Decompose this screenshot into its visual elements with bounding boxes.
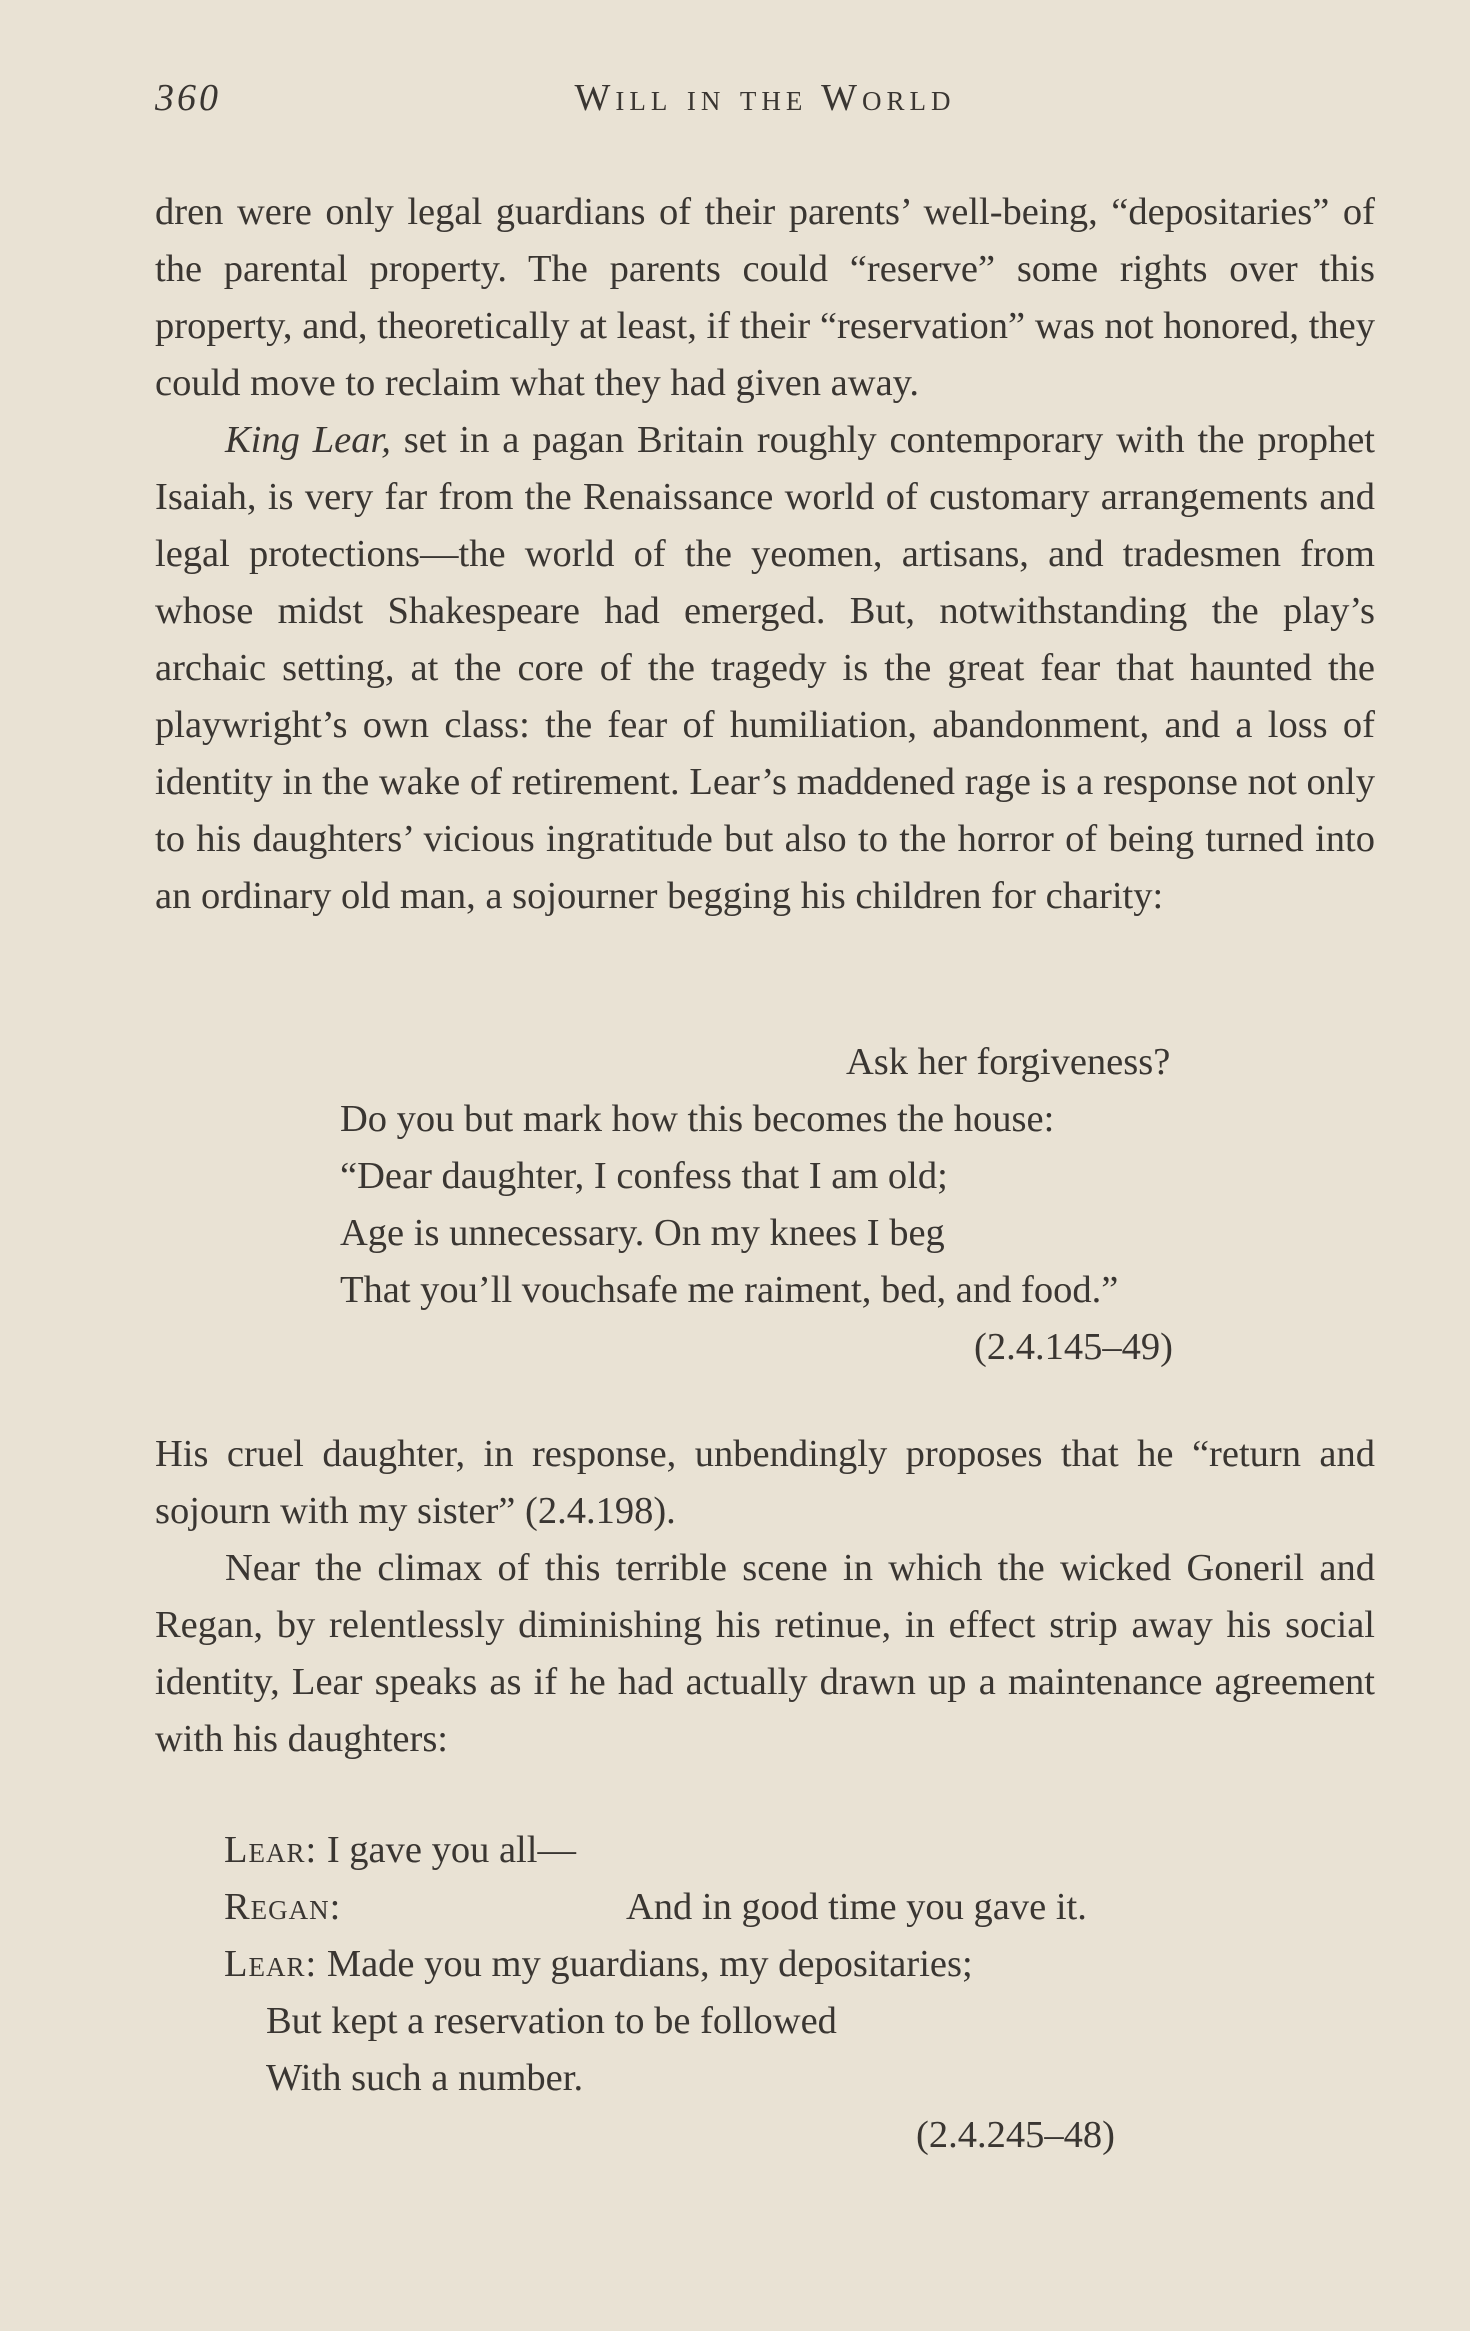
paragraph-text: Near the climax of this terrible scene in which the wicked Goneril and Regan, by relentlessly diminishing his retinue, in effect strip away his social identity, Lear speaks as if he had actually drawn up a maintenance agreement with his daughters:	[155, 1547, 1375, 1760]
verse-line: That you’ll vouchsafe me raiment, bed, and food.”	[340, 1269, 1119, 1311]
verse-line: Age is unnecessary. On my knees I beg	[340, 1212, 945, 1254]
paragraph-text: His cruel daughter, in response, unbendingly proposes that he “return and sojourn with my sister” (2.4.198).	[155, 1433, 1375, 1532]
dialogue-line: With such a number.	[266, 2057, 584, 2099]
paragraph-text: dren were only legal guardians of their parents’ well-being, “depositaries” of the parental property. The parents could “reserve” some rights over this property, and, theoretically at least, if their “reservation” was not honored, they could move to reclaim what they had given away.	[155, 191, 1375, 404]
running-title: Will in the World	[574, 77, 956, 119]
speaker-name: Lear:	[224, 1943, 318, 1985]
body-paragraph-2	[155, 412, 1375, 925]
paragraph-text: set in a pagan Britain roughly contemporary with the prophet Isaiah, is very far from the Renaissance world of customary arrangements and legal protections—the world of the yeomen, artisans, and tradesmen from whose midst Shakespeare had emerged. But, notwithstanding the play’s archaic setting, at the core of the tragedy is the great fear that haunted the playwright’s own class: the fear of humiliation, abandonment, and a loss of identity in the wake of retirement. Lear’s maddened rage is a response not only to his daughters’ vicious ingratitude but also to the horror of being turned into an ordinary old man, a sojourner begging his children for charity:	[155, 419, 1376, 917]
speaker-name: Lear:	[224, 1829, 318, 1871]
citation: (2.4.145–49)	[974, 1326, 1173, 1368]
verse-line: “Dear daughter, I confess that I am old;	[340, 1155, 948, 1197]
verse-line: Do you but mark how this becomes the house:	[340, 1098, 1055, 1140]
citation: (2.4.245–48)	[916, 2114, 1115, 2156]
speaker-name: Regan:	[224, 1886, 342, 1928]
verse-line: Ask her forgiveness?	[846, 1041, 1171, 1083]
dialogue-line: But kept a reservation to be followed	[266, 2000, 837, 2042]
dialogue-line: Lear: I gave you all—	[224, 1829, 576, 1871]
body-paragraph-1	[155, 184, 1375, 412]
dialogue-line	[224, 1879, 341, 1936]
play-title: King Lear,	[225, 419, 391, 461]
page-number: 360	[155, 77, 221, 119]
body-paragraph-4	[155, 1540, 1375, 1768]
dialogue-line: And in good time you gave it.	[626, 1886, 1087, 1928]
dialogue-line: Lear: Made you my guardians, my depositaries;	[224, 1943, 973, 1985]
body-paragraph-3	[155, 1426, 1375, 1540]
